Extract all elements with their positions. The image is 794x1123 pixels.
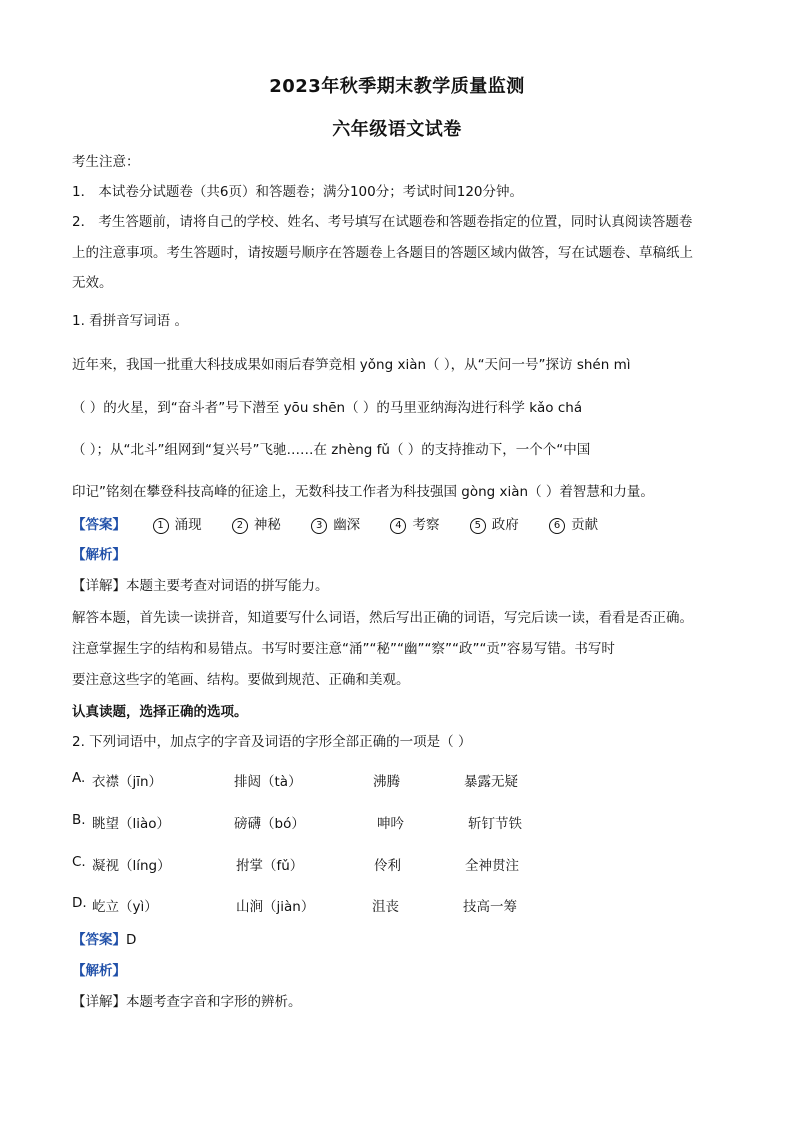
q1-answer-item: 2 神秘 [232, 516, 281, 534]
option-label: D. [72, 895, 87, 911]
q2-detail [72, 993, 302, 1011]
option-word-1: 衣襟（jīn） [92, 774, 163, 790]
q2-detail-label: 【详解】 [72, 994, 126, 1010]
exam-subtitle: 六年级语文试卷 [332, 119, 462, 140]
option-word-1: 凝视（líng） [92, 858, 171, 874]
option-word-4: 全神贯注 [465, 858, 519, 874]
option-word-2: 拊掌（fǔ） [236, 858, 304, 874]
option-word-2: 排闼（tà） [234, 774, 302, 790]
option-word-1: 屹立（yì） [92, 899, 158, 915]
option-word-3: 呻吟 [377, 816, 404, 832]
q1-explain-line-3: 要注意这些字的笔画、结构。要做到规范、正确和美观。 [72, 672, 410, 688]
notice-item-2-line-2: 上的注意事项。考生答题时，请按题号顺序在答题卷上各题目的答题区域内做答，写在试题卷、草稿纸上 [72, 245, 693, 261]
section-2-heading: 认真读题，选择正确的选项。 [72, 704, 248, 720]
option-word-3: 伶利 [374, 858, 401, 874]
q1-answer-item: 5 政府 [470, 516, 519, 534]
option-label: C. [72, 854, 86, 870]
q1-answer-label: 【答案】 [72, 517, 126, 533]
option-word-3: 沮丧 [372, 899, 399, 915]
q1-analysis-label: 【解析】 [72, 547, 126, 563]
option-word-3: 沸腾 [373, 774, 400, 790]
option-label: B. [72, 812, 86, 828]
option-word-4: 技高一筹 [463, 899, 517, 915]
notice-heading: 考生注意： [72, 154, 140, 170]
option-word-2: 山涧（jiàn） [236, 899, 315, 915]
q1-explain-line-1: 解答本题，首先读一读拼音，知道要写什么词语，然后写出正确的词语，写完后读一读，看看是否正确。 [72, 610, 693, 626]
q2-prompt: 2. 下列词语中，加点字的字音及词语的字形全部正确的一项是（ ） [72, 734, 472, 750]
notice-item-2-line-1: 2． 考生答题前，请将自己的学校、姓名、考号填写在试题卷和答题卷指定的位置，同时认真阅读答题卷 [72, 214, 693, 230]
q1-answer-item: 4 考察 [390, 516, 439, 534]
notice-item-1: 1． 本试卷分试题卷（共6页）和答题卷；满分100分；考试时间120分钟。 [72, 184, 524, 200]
q1-explain-line-2: 注意掌握生字的结构和易错点。书写时要注意“涌”“秘”“幽”“察”“政”“贡”容易写错。书写时 [72, 641, 615, 657]
option-word-2: 磅礴（bó） [234, 816, 305, 832]
option-word-4: 斩钉节铁 [468, 816, 522, 832]
q1-answer-item: 6 贡献 [549, 516, 598, 534]
q1-passage-line-1: 近年来，我国一批重大科技成果如雨后春笋竞相 yǒng xiàn（ ），从“天问一号”探访 shén mì [72, 357, 631, 373]
notice-item-2-line-3: 无效。 [72, 275, 113, 291]
exam-title: 2023年秋季期末教学质量监测 [269, 76, 525, 97]
q2-detail-text: 本题考查字音和字形的辨析。 [126, 994, 302, 1010]
option-word-4: 暴露无疑 [464, 774, 518, 790]
q1-passage-line-4: 印记”铭刻在攀登科技高峰的征途上，无数科技工作者为科技强国 gòng xiàn（ ）着智慧和力量。 [72, 484, 654, 500]
q2-analysis-label: 【解析】 [72, 963, 126, 979]
q1-answer-item: 1 涌现 [153, 516, 202, 534]
q1-detail-label: 【详解】 [72, 578, 126, 594]
option-label: A. [72, 770, 86, 786]
q1-prompt: 1. 看拼音写词语 。 [72, 313, 188, 329]
q2-answer-label: 【答案】 [72, 932, 126, 948]
q1-answer-row [72, 516, 624, 534]
q1-passage-line-2: （ ）的火星，到“奋斗者”号下潜至 yōu shēn（ ）的马里亚纳海沟进行科学 kǎo chá [72, 400, 583, 416]
q1-answer-item: 3 幽深 [311, 516, 360, 534]
q2-answer-value: D [126, 932, 137, 948]
q1-detail-text: 本题主要考查对词语的拼写能力。 [126, 578, 329, 594]
q1-detail [72, 577, 329, 595]
q2-answer-row [72, 931, 136, 949]
option-word-1: 眺望（liào） [92, 816, 171, 832]
q1-passage-line-3: （ ）；从“北斗”组网到“复兴号”飞驰……在 zhèng fǔ（ ）的支持推动下，一个个“中国 [72, 442, 591, 458]
